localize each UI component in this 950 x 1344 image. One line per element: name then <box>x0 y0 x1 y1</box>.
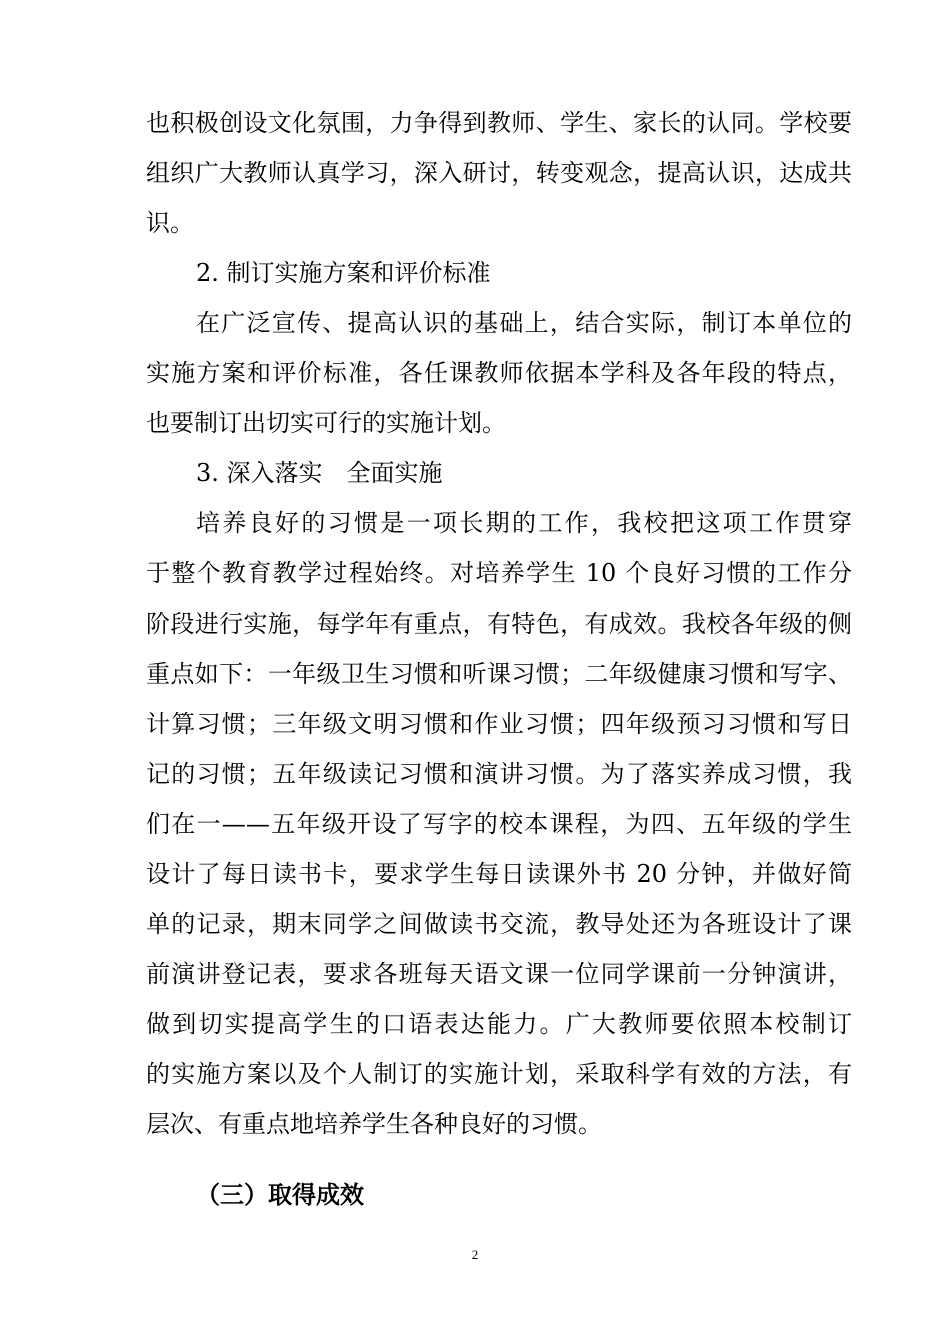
section-subheading: 3. 深入落实 全面实施 <box>196 459 443 487</box>
text-line: 前演讲登记表，要求各班每天语文课一位同学课前一分钟演讲， <box>146 960 852 988</box>
text-line: 也积极创设文化氛围，力争得到教师、学生、家长的认同。学校要 <box>146 109 852 137</box>
text-line: 记的习惯；五年级读记习惯和演讲习惯。为了落实养成习惯，我 <box>146 760 852 788</box>
text-line: 于整个教育教学过程始终。对培养学生 10 个良好习惯的工作分 <box>146 559 852 587</box>
text-line: 组织广大教师认真学习，深入研讨，转变观念，提高认识，达成共 <box>146 159 852 187</box>
text-line: 也要制订出切实可行的实施计划。 <box>146 409 506 437</box>
text-line: 实施方案和评价标准，各任课教师依据本学科及各年段的特点， <box>146 359 852 387</box>
section-heading: （三）取得成效 <box>196 1180 364 1209</box>
text-line: 做到切实提高学生的口语表达能力。广大教师要依照本校制订 <box>146 1010 852 1038</box>
text-line: 层次、有重点地培养学生各种良好的习惯。 <box>146 1110 602 1138</box>
section-subheading: 2. 制订实施方案和评价标准 <box>196 259 491 287</box>
text-line: 阶段进行实施，每学年有重点，有特色，有成效。我校各年级的侧 <box>146 610 852 638</box>
text-line: 在广泛宣传、提高认识的基础上，结合实际，制订本单位的 <box>196 309 852 337</box>
text-line: 设计了每日读书卡，要求学生每日读课外书 20 分钟，并做好简 <box>146 860 852 888</box>
text-line: 们在一——五年级开设了写字的校本课程，为四、五年级的学生 <box>146 810 852 838</box>
text-line: 培养良好的习惯是一项长期的工作，我校把这项工作贯穿 <box>196 509 852 537</box>
page-number: 2 <box>471 1247 479 1262</box>
text-line: 识。 <box>146 209 194 237</box>
text-line: 重点如下：一年级卫生习惯和听课习惯；二年级健康习惯和写字、 <box>146 660 852 688</box>
text-line: 的实施方案以及个人制订的实施计划，采取科学有效的方法，有 <box>146 1060 852 1088</box>
text-line: 单的记录，期末同学之间做读书交流，教导处还为各班设计了课 <box>146 910 852 938</box>
text-line: 计算习惯；三年级文明习惯和作业习惯；四年级预习习惯和写日 <box>146 710 852 738</box>
